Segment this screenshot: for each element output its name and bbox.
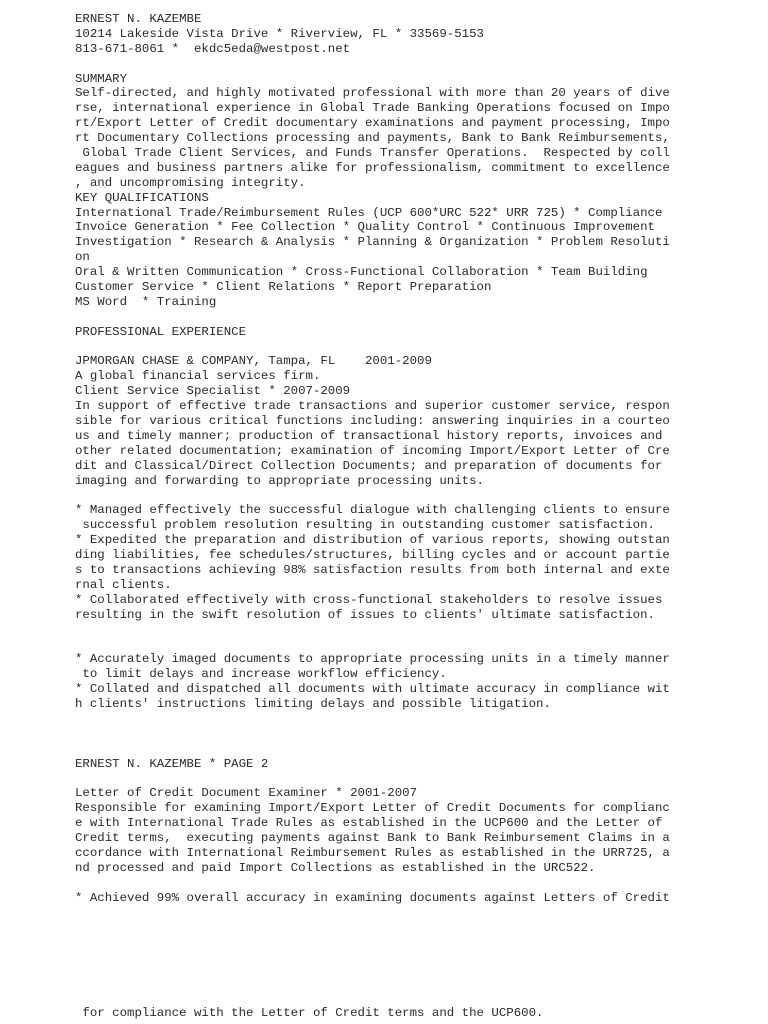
text-line: rt Documentary Collections processing and payments, Bank to Bank Reimbursements,: [75, 131, 670, 146]
text-line: rnal clients.: [75, 577, 172, 592]
blank-line: [75, 310, 755, 325]
text-line: * Accurately imaged documents to appropriate processing units in a timely manner: [75, 652, 670, 667]
text-line: ccordance with International Reimbursement Rules as established in the URR725, a: [75, 845, 670, 860]
blank-line: [75, 340, 755, 355]
text-line: Letter of Credit Document Examiner * 2001-2007: [75, 786, 418, 801]
text-line: nd processed and paid Import Collections as established in the URC522.: [75, 860, 596, 875]
text-line: us and timely manner; production of transactional history reports, invoices and: [75, 428, 663, 443]
text-line: successful problem resolution resulting in outstanding customer satisfaction.: [75, 518, 655, 533]
blank-line: [75, 876, 755, 891]
text-line: , and uncompromising integrity.: [75, 175, 306, 190]
blank-line: [75, 57, 755, 72]
text-line: * Expedited the preparation and distribution of various reports, showing outstan: [75, 533, 670, 548]
text-line: International Trade/Reimbursement Rules (UCP 600*URC 522* URR 725) * Compliance: [75, 205, 663, 220]
text-line: s to transactions achieving 98% satisfaction results from both internal and exte: [75, 562, 670, 577]
text-line: imaging and forwarding to appropriate processing units.: [75, 473, 484, 488]
text-line: sible for various critical functions including: answering inquiries in a courteo: [75, 414, 670, 429]
text-line: MS Word * Training: [75, 294, 217, 309]
text-line: * Collaborated effectively with cross-functional stakeholders to resolve issues: [75, 592, 663, 607]
text-line: SUMMARY: [75, 71, 128, 86]
blank-line: [75, 727, 755, 742]
text-line: * Collated and dispatched all documents with ultimate accuracy in compliance wit: [75, 682, 670, 697]
text-line: ERNEST N. KAZEMBE * PAGE 2: [75, 756, 269, 771]
blank-line: [75, 637, 755, 652]
text-line: Invoice Generation * Fee Collection * Quality Control * Continuous Improvement: [75, 220, 655, 235]
text-line: Oral & Written Communication * Cross-Functional Collaboration * Team Building: [75, 265, 648, 280]
blank-line: [75, 623, 755, 638]
text-line: e with International Trade Rules as established in the UCP600 and the Letter of: [75, 816, 663, 831]
text-line: Credit terms, executing payments against Bank to Bank Reimbursement Claims in a: [75, 830, 670, 845]
text-line: ERNEST N. KAZEMBE: [75, 12, 202, 26]
continuation-line: for compliance with the Letter of Credit terms and the UCP600.: [75, 1006, 544, 1020]
text-line: rt/Export Letter of Credit documentary examinations and payment processing, Impo: [75, 116, 670, 131]
text-line: to limit delays and increase workflow efficiency.: [75, 667, 447, 682]
text-line: rse, international experience in Global Trade Banking Operations focused on Impo: [75, 101, 670, 116]
blank-line: [75, 771, 755, 786]
text-line: In support of effective trade transactions and superior customer service, respon: [75, 399, 670, 414]
text-line: h clients' instructions limiting delays and possible litigation.: [75, 696, 551, 711]
text-line: eagues and business partners alike for professionalism, commitment to excellence: [75, 160, 670, 175]
text-line: Client Service Specialist * 2007-2009: [75, 384, 351, 399]
text-line: Customer Service * Client Relations * Report Preparation: [75, 280, 492, 295]
text-line: resulting in the swift resolution of issues to clients' ultimate satisfaction.: [75, 607, 655, 622]
text-line: A global financial services firm.: [75, 369, 321, 384]
text-line: KEY QUALIFICATIONS: [75, 190, 209, 205]
document-page: [75, 12, 755, 905]
text-line: Global Trade Client Services, and Funds Transfer Operations. Respected by coll: [75, 146, 670, 161]
text-line: Investigation * Research & Analysis * Planning & Organization * Problem Resoluti: [75, 235, 670, 250]
text-line: other related documentation; examination of incoming Import/Export Letter of Cre: [75, 443, 670, 458]
text-line: * Achieved 99% overall accuracy in examining documents against Letters of Credit: [75, 890, 670, 905]
text-line: 10214 Lakeside Vista Drive * Riverview, FL * 33569-5153: [75, 26, 484, 41]
text-line: dit and Classical/Direct Collection Documents; and preparation of documents for: [75, 458, 663, 473]
text-line: Responsible for examining Import/Export Letter of Credit Documents for complianc: [75, 801, 670, 816]
text-line: Self-directed, and highly motivated professional with more than 20 years of dive: [75, 86, 670, 101]
text-line: * Managed effectively the successful dialogue with challenging clients to ensure: [75, 503, 670, 518]
blank-line: [75, 712, 755, 727]
text-line: on: [75, 250, 90, 265]
text-line: JPMORGAN CHASE & COMPANY, Tampa, FL 2001-2009: [75, 354, 432, 369]
blank-line: [75, 489, 755, 504]
text-line: 813-671-8061 * ekdc5eda@westpost.net: [75, 41, 351, 56]
text-line: ding liabilities, fee schedules/structures, billing cycles and or account partie: [75, 548, 670, 563]
blank-line: [75, 742, 755, 757]
text-line: PROFESSIONAL EXPERIENCE: [75, 324, 247, 339]
